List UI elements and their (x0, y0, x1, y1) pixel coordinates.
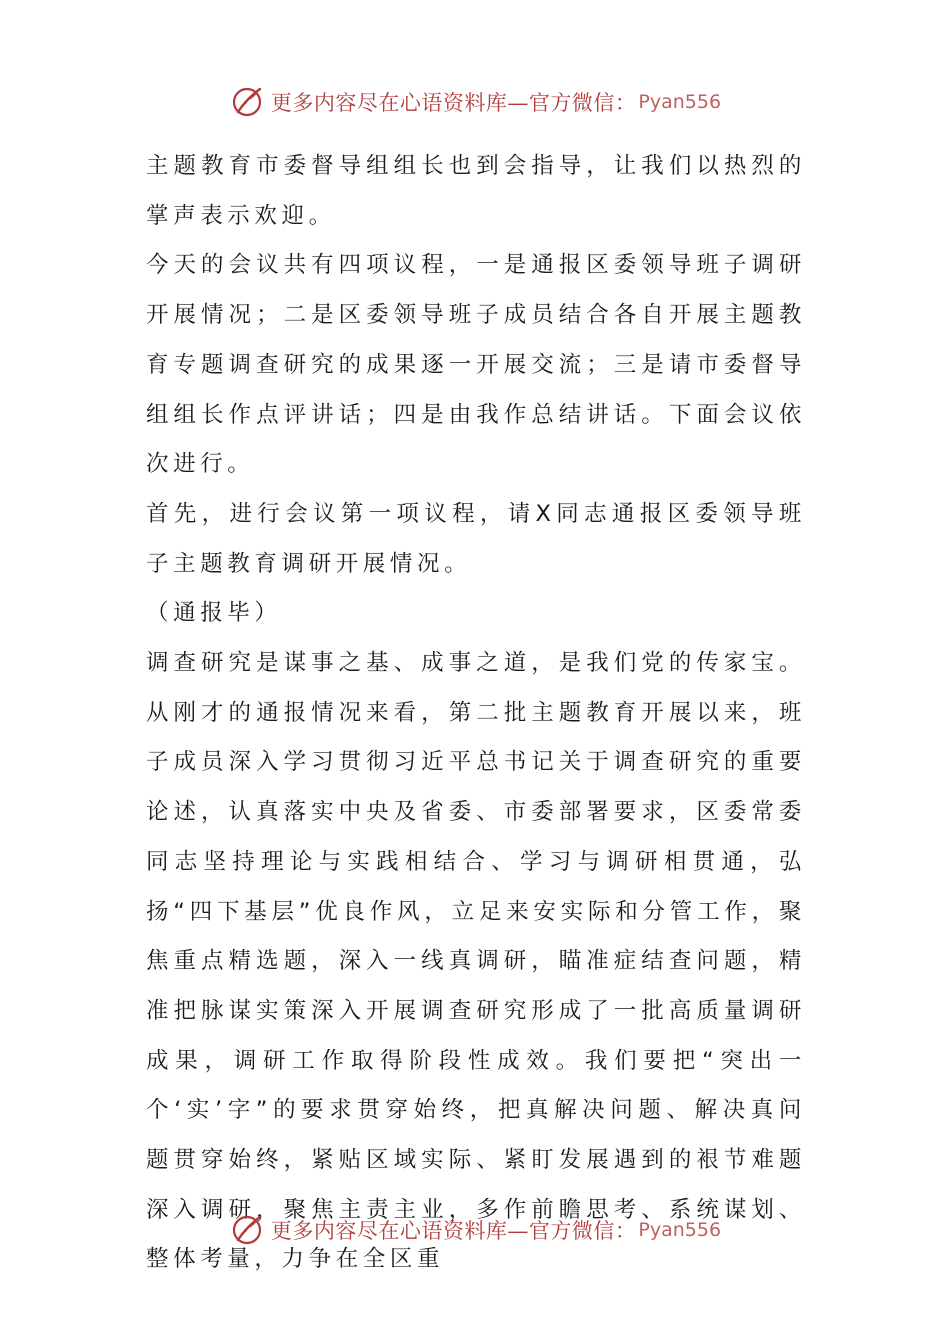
footer-banner-text: 更多内容尽在心语资料库—官方微信： (270, 1219, 637, 1243)
footer-watermark-banner (0, 1210, 950, 1250)
header-banner-text: 更多内容尽在心语资料库—官方微信： (270, 91, 637, 115)
header-wechat-id: Pyan556 (638, 91, 722, 113)
paragraph-agenda: 今天的会议共有四项议程，一是通报区委领导班子调研开展情况；二是区委领导班子成员结合各自开展主题教育专题调查研究的成果逐一开展交流；三是请市委督导组组长作点评讲话；四是由我作总结讲话。下面会议依次进行。 (146, 252, 806, 478)
paragraph-welcome: 主题教育市委督导组组长也到会指导，让我们以热烈的掌声表示欢迎。 (146, 153, 806, 229)
paragraph-research: 调查研究是谋事之基、成事之道，是我们党的传家宝。从刚才的通报情况来看，第二批主题教育开展以来，班子成员深入学习贯彻习近平总书记关于调查研究的重要论述，认真落实中央及省委、市委部署要求，区委常委同志坚持理论与实践相结合、学习与调研相贯通，弘扬“四下基层”优良作风，立足来安实际和分管工作，聚焦重点精选题，深入一线真调研，瞄准症结查问题，精准把脉谋实策深入开展调查研究形成了一批高质量调研成果，调研工作取得阶段性成效。我们要把“突出一个‘实’字”的要求贯穿始终，把真解决问题、解决真问题贯穿始终，紧贴区域实际、紧盯发展遇到的裉节难题深入调研，聚焦主责主业，多作前瞻思考、系统谋划、整体考量，力争在全区重 (146, 650, 806, 1273)
paragraph-report-done: （通报毕） (146, 600, 282, 627)
header-watermark-banner (0, 82, 950, 122)
paragraph-first-item: 首先，进行会议第一项议程，请X同志通报区委领导班子主题教育调研开展情况。 (146, 500, 806, 577)
quill-pen-logo-icon (229, 1212, 265, 1248)
footer-wechat-id: Pyan556 (638, 1219, 722, 1241)
document-body (146, 142, 806, 1285)
quill-pen-logo-icon (229, 84, 265, 120)
